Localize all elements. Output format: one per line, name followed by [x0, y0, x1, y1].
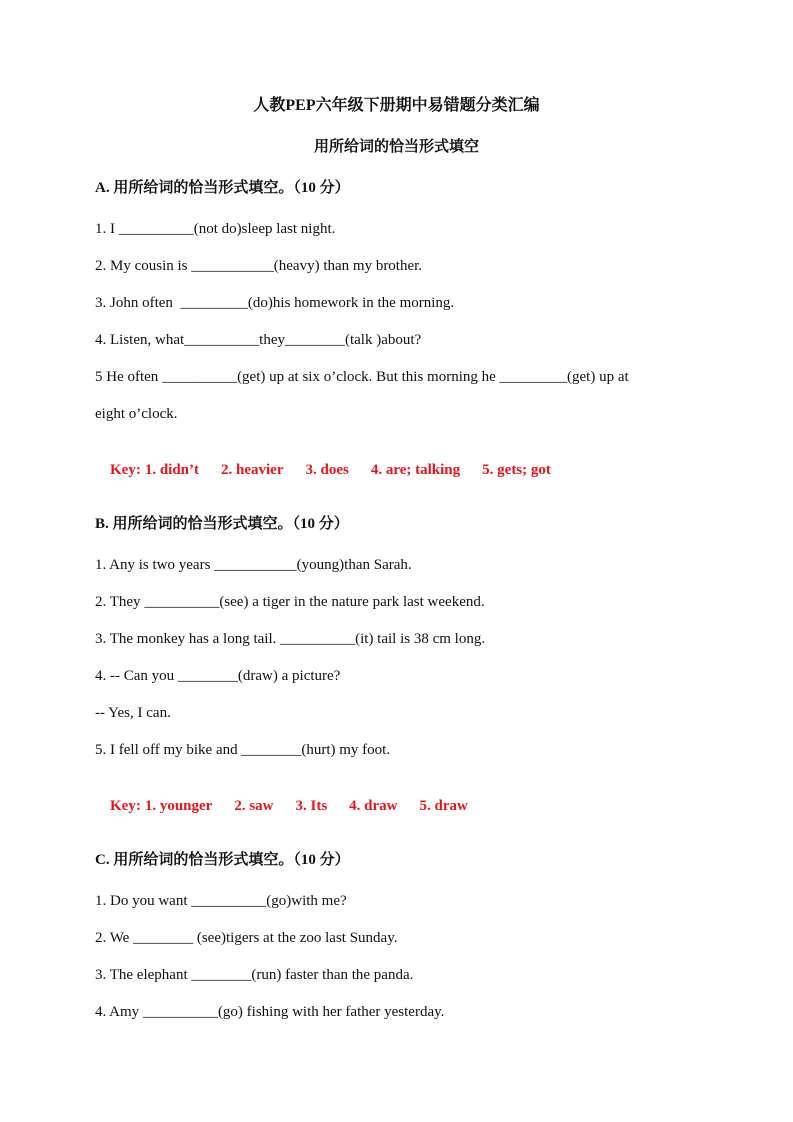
answer-key-b	[95, 776, 490, 836]
answer-blank: ________	[177, 668, 238, 684]
question-a4: 4. Listen, what__________they________(talk )about?	[95, 332, 422, 348]
answer-blank: _________	[499, 369, 568, 385]
key-answer: 2. saw	[234, 798, 274, 814]
answer-blank: ___________	[191, 258, 274, 274]
key-label: Key:	[110, 462, 141, 478]
answer-blank: __________	[162, 369, 238, 385]
key-answer: 4. draw	[349, 798, 398, 814]
answer-blank: __________	[280, 631, 356, 647]
key-answer: 2. heavier	[221, 462, 284, 478]
question-a2: 2. My cousin is ___________(heavy) than my brother.	[95, 258, 423, 274]
question-a5-continued: eight o’clock.	[95, 406, 178, 422]
key-label: Key:	[110, 798, 141, 814]
key-answer: 3. Its	[295, 798, 328, 814]
key-answer: 4. are; talking	[370, 462, 461, 478]
answer-blank: ___________	[214, 557, 297, 573]
answer-blank: ________	[133, 930, 194, 946]
answer-key-a	[95, 440, 573, 500]
key-answer: 3. does	[305, 462, 349, 478]
document-title: 人教PEP六年级下册期中易错题分类汇编	[253, 97, 540, 114]
answer-blank: ________	[284, 332, 345, 348]
answer-blank: _________	[180, 295, 248, 311]
answer-blank: ________	[191, 967, 252, 983]
question-a3: 3. John often _________(do)his homework in the morning.	[95, 295, 455, 311]
section-b-heading: B. 用所给词的恰当形式填空。（10 分）	[95, 516, 349, 532]
key-answer: 5. draw	[419, 798, 468, 814]
section-a-heading: A. 用所给词的恰当形式填空。（10 分）	[95, 180, 350, 196]
question-b5: 5. I fell off my bike and ________(hurt) my foot.	[95, 742, 391, 758]
question-b3: 3. The monkey has a long tail. __________(it) tail is 38 cm long.	[95, 631, 486, 647]
key-answer: 1. didn’t	[144, 462, 200, 478]
answer-blank: __________	[118, 221, 194, 237]
answer-blank: __________	[191, 893, 267, 909]
question-b1: 1. Any is two years ___________(young)than Sarah.	[95, 557, 412, 573]
question-b4-reply: -- Yes, I can.	[95, 705, 171, 721]
question-c4: 4. Amy __________(go) fishing with her father yesterday.	[95, 1004, 445, 1020]
question-a1: 1. I __________(not do)sleep last night.	[95, 221, 336, 237]
key-answer: 5. gets; got	[482, 462, 551, 478]
document-subtitle: 用所给词的恰当形式填空	[313, 139, 479, 155]
question-a5: 5 He often __________(get) up at six o’clock. But this morning he _________(get) up at	[95, 369, 629, 385]
answer-blank: __________	[144, 594, 220, 610]
question-c1: 1. Do you want __________(go)with me?	[95, 893, 347, 909]
question-b2: 2. They __________(see) a tiger in the nature park last weekend.	[95, 594, 485, 610]
section-c-heading: C. 用所给词的恰当形式填空。（10 分）	[95, 852, 350, 868]
answer-blank: __________	[142, 1004, 218, 1020]
answer-blank: __________	[184, 332, 260, 348]
key-answer: 1. younger	[144, 798, 213, 814]
answer-blank: ________	[241, 742, 302, 758]
question-b4: 4. -- Can you ________(draw) a picture?	[95, 668, 341, 684]
question-c2: 2. We ________ (see)tigers at the zoo last Sunday.	[95, 930, 398, 946]
question-c3: 3. The elephant ________(run) faster than the panda.	[95, 967, 414, 983]
